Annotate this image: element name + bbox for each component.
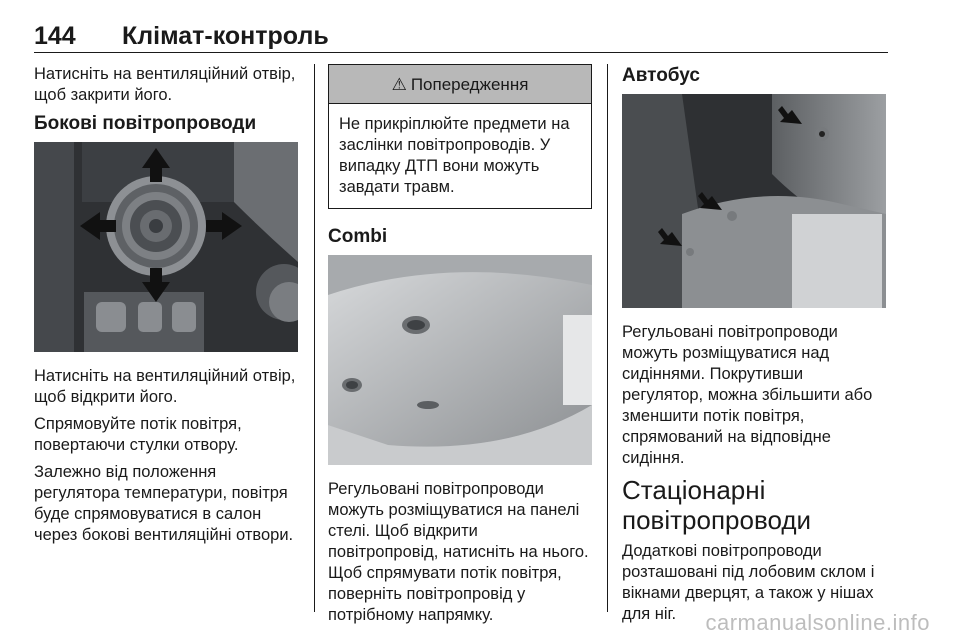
side-vent-image: [34, 142, 298, 352]
combi-ceiling-image: [328, 255, 592, 465]
page-number: 144: [34, 22, 76, 50]
side-vent-illustration: [34, 142, 298, 352]
col2-paragraph-1: Регульовані повітропроводи можуть розміщуватися на панелі стелі. Щоб відкрити повітропровід, натисніть на нього. Щоб спрямувати потік повітря, поверніть повітропровід у потрібному напрямку.: [328, 480, 589, 624]
col1-paragraph-3: Залежно від положення регулятора температури, повітря буде спрямовуватися в салон через бокові вентиляційні отвори.: [34, 463, 294, 544]
page-header: [34, 22, 888, 53]
col3-paragraph-2: Додаткові повітропроводи розташовані під лобовим склом і вікнами дверцят, а також у нішах для ніг.: [622, 542, 875, 623]
bus-ceiling-image: [622, 94, 886, 308]
warning-box: [328, 64, 592, 209]
warning-title: Попередження: [410, 74, 529, 94]
fixed-vents-heading: Стаціонарні повітропроводи: [622, 475, 812, 535]
col1-paragraph-2: Спрямовуйте потік повітря, повертаючи стулки отвору.: [34, 415, 242, 454]
col1-paragraph-1: Натисніть на вентиляційний отвір, щоб відкрити його.: [34, 367, 296, 406]
warning-header: [329, 65, 591, 104]
combi-heading: Combi: [328, 226, 388, 247]
combi-ceiling-illustration: [328, 255, 592, 465]
chapter-title: Клімат-контроль: [122, 22, 329, 50]
column-side-vents: [34, 64, 302, 552]
side-vents-heading: Бокові повітропроводи: [34, 113, 257, 134]
bus-heading: Автобус: [622, 65, 700, 86]
column-combi: [328, 64, 592, 632]
column-divider-1: [314, 64, 315, 612]
column-bus: [622, 64, 888, 631]
intro-text: Натисніть на вентиляційний отвір, щоб закрити його.: [34, 65, 296, 104]
warning-text: Не прикріплюйте предмети на заслінки повітропроводів. У випадку ДТП вони можуть завдати травм.: [339, 115, 570, 196]
watermark: carmanualsonline.info: [705, 610, 930, 635]
warning-icon: ⚠: [391, 74, 407, 94]
bus-ceiling-illustration: [622, 94, 886, 308]
column-divider-2: [607, 64, 608, 612]
col3-paragraph-1: Регульовані повітропроводи можуть розміщуватися над сидіннями. Покрутивши регулятор, можна збільшити або зменшити потік повітря, спрямований на відповідне сидіння.: [622, 323, 873, 467]
